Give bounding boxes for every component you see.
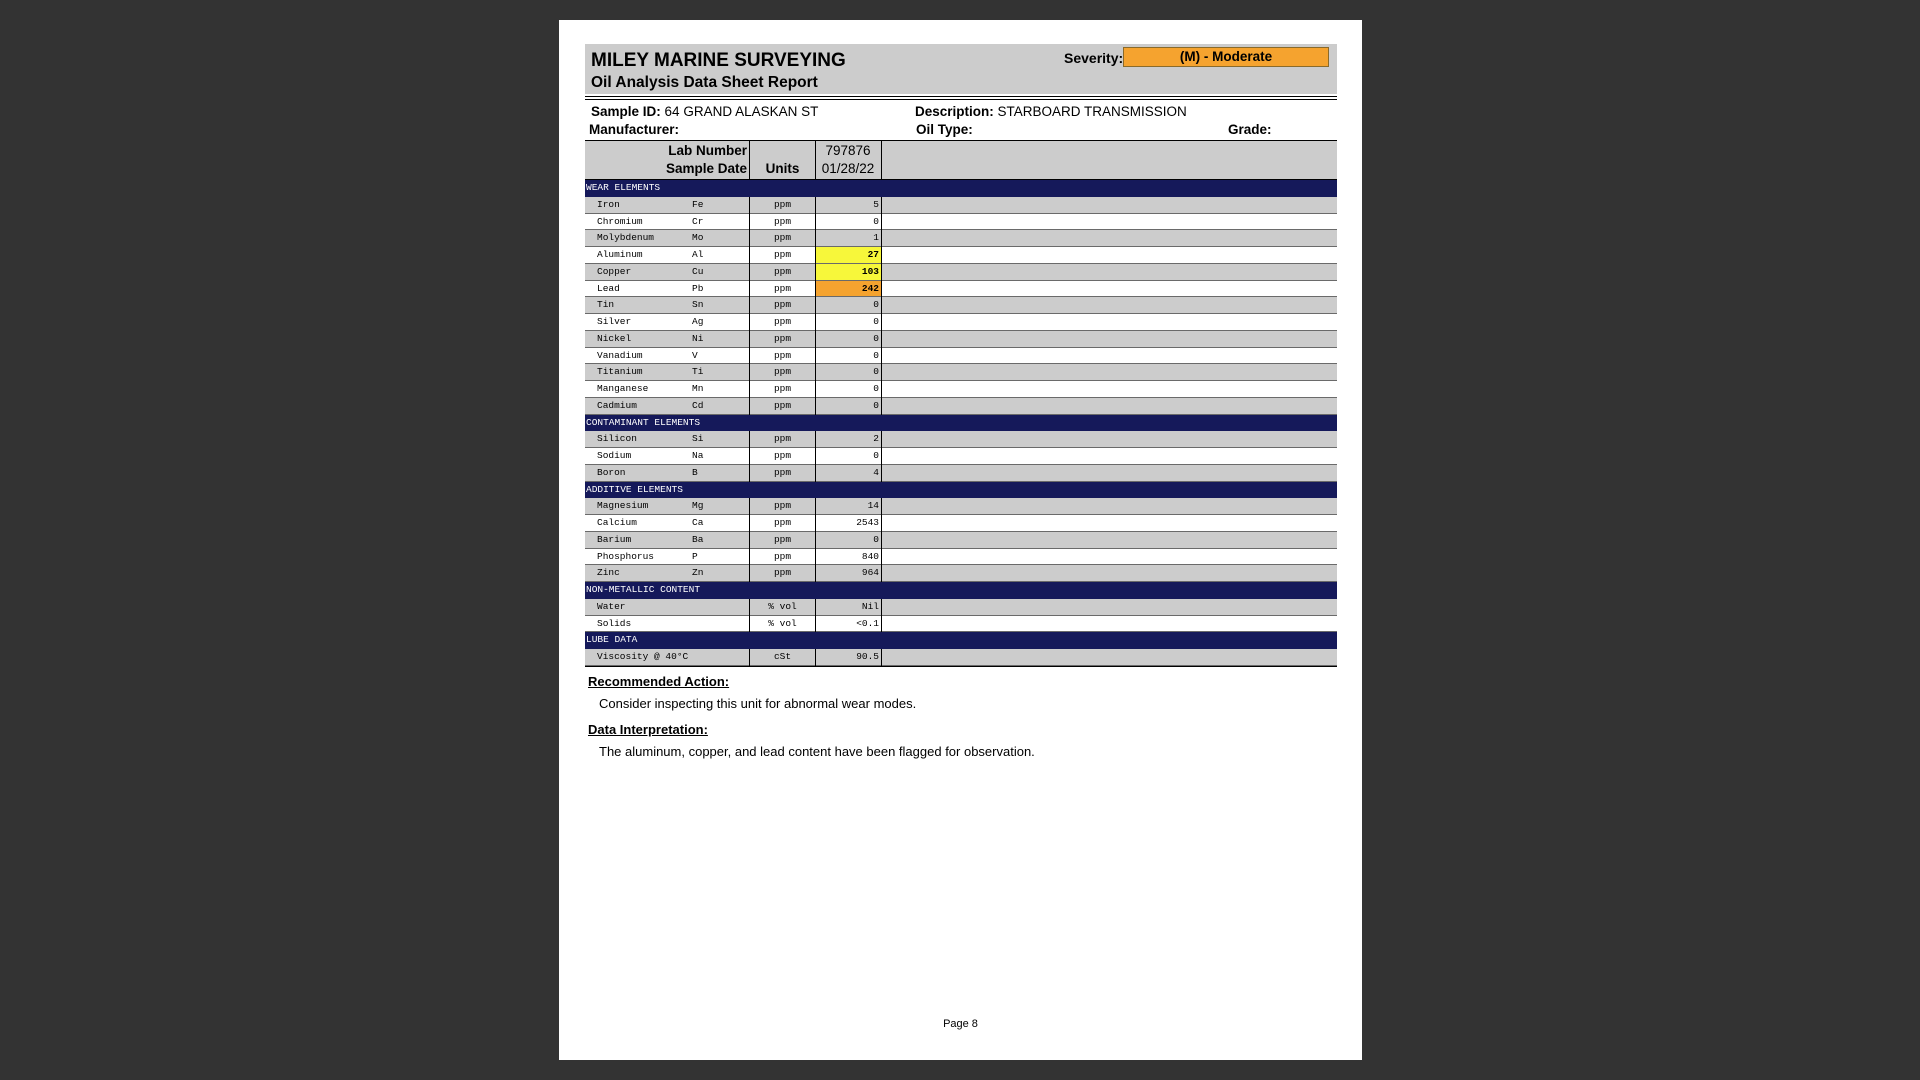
column-divider (815, 331, 816, 348)
element-value: 0 (873, 299, 879, 311)
element-value: 840 (861, 550, 879, 562)
column-divider (815, 214, 816, 231)
sample-info (585, 100, 1337, 140)
column-divider (815, 381, 816, 398)
table-row (585, 364, 1337, 381)
table-row (585, 214, 1337, 231)
severity-label: Severity: (1064, 50, 1124, 66)
element-unit: ppm (773, 198, 792, 210)
element-name: Molybdenum (597, 232, 655, 244)
column-divider (749, 314, 750, 331)
column-divider (815, 498, 816, 515)
column-divider (749, 197, 750, 214)
report-title: Oil Analysis Data Sheet Report (591, 74, 818, 91)
column-divider (881, 565, 882, 582)
element-name: Zinc (597, 567, 620, 579)
element-value: 0 (873, 450, 879, 461)
element-unit: ppm (773, 433, 792, 445)
column-divider (815, 247, 816, 264)
table-row (585, 297, 1337, 314)
column-divider (815, 599, 816, 616)
column-divider (815, 649, 816, 666)
element-value: 103 (816, 264, 881, 280)
units-label: Units (765, 161, 800, 176)
column-divider (881, 331, 882, 348)
sample-id-label: Sample ID: (591, 104, 661, 119)
column-divider (749, 381, 750, 398)
element-name: Sodium (597, 450, 632, 461)
column-divider (881, 264, 882, 281)
element-name: Solids (597, 617, 632, 629)
column-divider (749, 549, 750, 566)
element-name: Copper (597, 265, 632, 277)
column-divider (881, 599, 882, 616)
column-divider (749, 264, 750, 281)
element-name: Silicon (597, 433, 637, 445)
results-table (585, 180, 1337, 667)
section-header (585, 632, 1337, 649)
element-value: 0 (873, 332, 879, 344)
column-divider (749, 214, 750, 231)
recommended-action-heading: Recommended Action: (588, 673, 730, 689)
element-unit: ppm (773, 249, 792, 260)
element-symbol: Ti (692, 366, 704, 378)
lab-number-label: Lab Number (668, 143, 747, 158)
column-divider (881, 515, 882, 532)
column-divider (881, 465, 882, 482)
element-unit: ppm (773, 466, 792, 478)
element-name: Boron (597, 466, 626, 478)
column-divider (749, 448, 750, 465)
column-divider (749, 230, 750, 247)
table-row (585, 230, 1337, 247)
element-value: 242 (816, 281, 881, 297)
data-interpretation-heading: Data Interpretation: (588, 721, 708, 737)
element-symbol: Al (692, 249, 704, 260)
element-value: 2 (873, 433, 879, 445)
table-row (585, 565, 1337, 582)
manufacturer (589, 122, 679, 137)
table-row (585, 197, 1337, 214)
column-divider (815, 532, 816, 549)
column-divider (881, 532, 882, 549)
element-unit: ppm (773, 282, 792, 294)
element-symbol: Pb (692, 282, 704, 294)
column-divider (749, 247, 750, 264)
column-divider (815, 230, 816, 247)
element-value: 0 (873, 533, 879, 545)
column-divider (749, 141, 750, 179)
element-symbol: Ca (692, 517, 704, 528)
column-divider (749, 331, 750, 348)
section-title: ADDITIVE ELEMENTS (586, 483, 683, 495)
element-unit: ppm (773, 232, 792, 244)
element-symbol: Ba (692, 533, 704, 545)
element-value: 0 (873, 399, 879, 411)
element-symbol: Mg (692, 500, 704, 512)
table-row (585, 314, 1337, 331)
column-divider (749, 515, 750, 532)
column-divider (881, 431, 882, 448)
element-name: Manganese (597, 383, 649, 394)
element-symbol: Ni (692, 332, 704, 344)
table-row (585, 649, 1337, 666)
column-divider (815, 465, 816, 482)
element-value: 5 (873, 198, 879, 210)
column-divider (815, 348, 816, 365)
table-row (585, 532, 1337, 549)
element-symbol: Fe (692, 198, 704, 210)
element-name: Phosphorus (597, 550, 655, 562)
description (915, 104, 1187, 119)
section-header (585, 415, 1337, 432)
table-row (585, 599, 1337, 616)
section-title: LUBE DATA (586, 634, 638, 646)
column-divider (749, 649, 750, 666)
table-row (585, 348, 1337, 365)
table-row (585, 281, 1337, 298)
element-symbol: Ag (692, 316, 704, 327)
table-row (585, 247, 1337, 264)
column-divider (815, 264, 816, 281)
column-divider (749, 532, 750, 549)
column-divider (881, 448, 882, 465)
sample-date-label: Sample Date (665, 161, 747, 176)
element-name: Calcium (597, 517, 637, 528)
section-title: NON-METALLIC CONTENT (586, 584, 701, 595)
element-value: 2543 (856, 517, 879, 528)
section-header (585, 482, 1337, 499)
table-row (585, 465, 1337, 482)
column-divider (881, 297, 882, 314)
element-symbol: Mo (692, 232, 704, 244)
element-symbol: V (692, 349, 698, 361)
element-value: 0 (873, 215, 879, 227)
column-divider (881, 197, 882, 214)
data-interpretation-text: The aluminum, copper, and lead content have been flagged for observation. (599, 743, 1035, 759)
element-symbol: Sn (692, 299, 704, 311)
column-divider (749, 599, 750, 616)
column-header (585, 140, 1337, 180)
column-divider (815, 515, 816, 532)
column-divider (815, 549, 816, 566)
column-divider (815, 197, 816, 214)
column-divider (815, 565, 816, 582)
element-symbol: Na (692, 450, 704, 461)
element-name: Vanadium (597, 349, 643, 361)
element-symbol: Zn (692, 567, 704, 579)
element-unit: ppm (773, 517, 792, 528)
column-divider (815, 281, 816, 298)
element-symbol: Cu (692, 265, 704, 277)
column-divider (749, 348, 750, 365)
severity-badge: (M) - Moderate (1123, 47, 1329, 67)
element-unit: ppm (773, 533, 792, 545)
column-divider (881, 616, 882, 633)
element-value: 0 (873, 349, 879, 361)
table-row (585, 498, 1337, 515)
element-symbol: B (692, 466, 698, 478)
element-name: Viscosity @ 40°C (597, 651, 689, 662)
element-unit: ppm (773, 450, 792, 461)
grade-label: Grade: (1228, 122, 1272, 137)
column-divider (881, 364, 882, 381)
element-unit: ppm (773, 316, 792, 327)
sample-id-value: 64 GRAND ALASKAN ST (664, 104, 819, 119)
column-divider (881, 649, 882, 666)
column-divider (881, 314, 882, 331)
section-title: CONTAMINANT ELEMENTS (586, 416, 701, 428)
element-value: 0 (873, 366, 879, 378)
column-divider (881, 230, 882, 247)
column-divider (749, 281, 750, 298)
column-divider (815, 398, 816, 415)
element-unit: ppm (773, 299, 792, 311)
element-value: 27 (816, 247, 881, 263)
sample-id (591, 104, 818, 119)
element-name: Magnesium (597, 500, 649, 512)
element-value: 4 (873, 466, 879, 478)
column-divider (881, 348, 882, 365)
page-number: Page 8 (943, 1018, 978, 1030)
element-value: 964 (861, 567, 879, 579)
table-row (585, 431, 1337, 448)
column-divider (881, 498, 882, 515)
element-name: Lead (597, 282, 620, 294)
column-divider (749, 616, 750, 633)
element-value: 1 (873, 232, 879, 244)
sample-date-value: 01/28/22 (821, 161, 875, 176)
element-symbol: Si (692, 433, 704, 445)
grade (1228, 122, 1272, 137)
element-value: 14 (867, 500, 879, 512)
report-content (585, 44, 1337, 759)
element-name: Iron (597, 198, 620, 210)
element-unit: ppm (773, 567, 792, 579)
table-row (585, 616, 1337, 633)
column-divider (749, 498, 750, 515)
table-row (585, 264, 1337, 281)
company-name: MILEY MARINE SURVEYING (591, 50, 846, 71)
column-divider (749, 398, 750, 415)
column-divider (815, 297, 816, 314)
report-page (559, 20, 1362, 1060)
element-unit: ppm (773, 332, 792, 344)
oil-type (916, 122, 973, 137)
column-divider (815, 314, 816, 331)
element-name: Cadmium (597, 399, 637, 411)
section-header (585, 582, 1337, 599)
element-unit: ppm (773, 215, 792, 227)
element-symbol: Cr (692, 215, 704, 227)
column-divider (815, 141, 816, 179)
report-header (585, 44, 1337, 94)
element-unit: ppm (773, 399, 792, 411)
lab-number-value: 797876 (825, 143, 871, 158)
element-value: Nil (861, 600, 879, 612)
element-unit: ppm (773, 265, 792, 277)
table-row (585, 448, 1337, 465)
element-value: <0.1 (856, 617, 879, 629)
column-divider (881, 549, 882, 566)
element-symbol: P (692, 550, 698, 562)
section-title: WEAR ELEMENTS (586, 182, 661, 193)
header-rule (585, 96, 1337, 97)
column-divider (815, 431, 816, 448)
description-value: STARBOARD TRANSMISSION (997, 104, 1187, 119)
element-name: Silver (597, 316, 632, 327)
element-unit: cSt (773, 651, 792, 662)
element-value: 0 (873, 316, 879, 327)
element-symbol: Mn (692, 383, 704, 394)
description-label: Description: (915, 104, 994, 119)
column-divider (881, 381, 882, 398)
column-divider (881, 398, 882, 415)
element-symbol: Cd (692, 399, 704, 411)
column-divider (881, 281, 882, 298)
table-row (585, 398, 1337, 415)
notes (585, 674, 1337, 759)
element-name: Chromium (597, 215, 643, 227)
manufacturer-label: Manufacturer: (589, 122, 680, 137)
column-divider (749, 297, 750, 314)
element-name: Barium (597, 533, 632, 545)
table-row (585, 381, 1337, 398)
element-name: Tin (597, 299, 615, 311)
element-unit: ppm (773, 383, 792, 394)
element-value: 90.5 (856, 651, 879, 662)
element-name: Aluminum (597, 249, 643, 260)
column-divider (749, 465, 750, 482)
element-name: Nickel (597, 332, 632, 344)
column-divider (815, 448, 816, 465)
column-divider (881, 141, 882, 179)
oil-type-label: Oil Type: (916, 122, 973, 137)
column-divider (881, 214, 882, 231)
element-unit: ppm (773, 550, 792, 562)
element-name: Water (597, 600, 626, 612)
column-divider (749, 364, 750, 381)
column-divider (881, 247, 882, 264)
table-row (585, 515, 1337, 532)
element-unit: ppm (773, 349, 792, 361)
element-value: 0 (873, 383, 879, 394)
section-header (585, 180, 1337, 197)
element-unit: % vol (768, 600, 797, 612)
table-row (585, 549, 1337, 566)
recommended-action-text: Consider inspecting this unit for abnormal wear modes. (599, 695, 917, 711)
element-unit: ppm (773, 500, 792, 512)
table-row (585, 331, 1337, 348)
element-unit: ppm (773, 366, 792, 378)
column-divider (815, 616, 816, 633)
element-unit: % vol (768, 617, 797, 629)
element-name: Titanium (597, 366, 643, 378)
column-divider (749, 431, 750, 448)
column-divider (749, 565, 750, 582)
column-divider (815, 364, 816, 381)
